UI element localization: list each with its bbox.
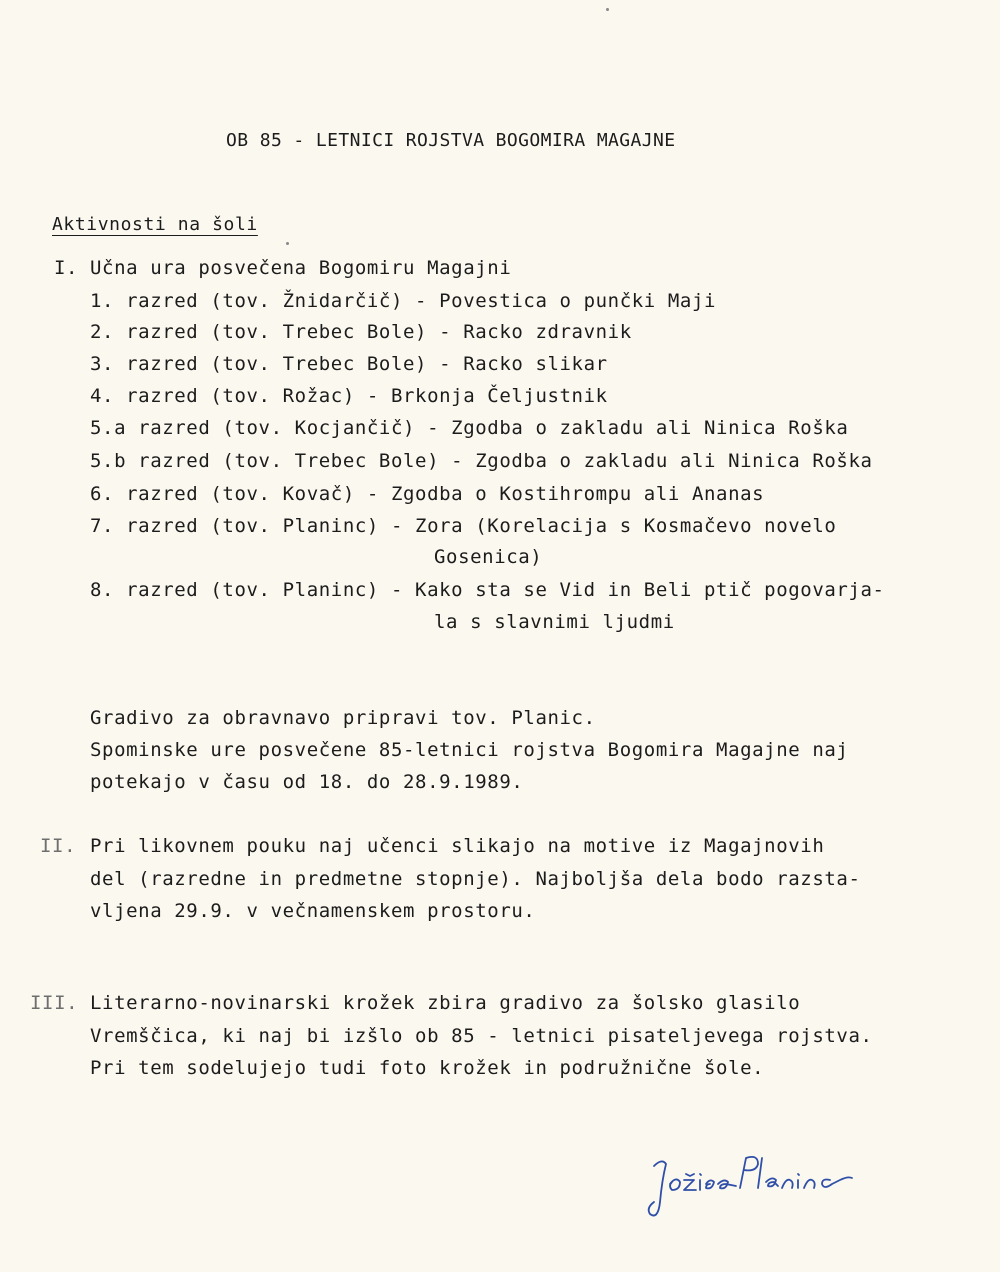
class-line: 5.a razred (tov. Kocjančič) - Zgodba o zakladu ali Ninica Roška [90, 417, 849, 439]
class-line: 4. razred (tov. Rožac) - Brkonja Čeljustnik [90, 385, 608, 407]
note-line: potekajo v času od 18. do 28.9.1989. [90, 771, 524, 793]
class-line: 5.b razred (tov. Trebec Bole) - Zgodba o zakladu ali Ninica Roška [90, 450, 873, 472]
class-line: 7. razred (tov. Planinc) - Zora (Korelacija s Kosmačevo novelo [90, 515, 837, 537]
class-line: 8. razred (tov. Planinc) - Kako sta se Vid in Beli ptič pogovarja- [90, 579, 885, 601]
section-2-line: del (razredne in predmetne stopnje). Najboljša dela bodo razsta- [90, 868, 861, 890]
handwritten-signature [640, 1150, 890, 1230]
class-line: 1. razred (tov. Žnidarčič) - Povestica o punčki Maji [90, 290, 717, 312]
section-1-intro: Učna ura posvečena Bogomiru Magajni [90, 257, 512, 279]
section-2-numeral: II. [40, 835, 77, 857]
class-line-continuation: Gosenica) [434, 546, 543, 568]
paper-speck [286, 242, 289, 245]
section-3-line: Pri tem sodelujejo tudi foto krožek in podružnične šole. [90, 1057, 765, 1079]
class-line: 3. razred (tov. Trebec Bole) - Racko slikar [90, 353, 608, 375]
note-line: Gradivo za obravnavo pripravi tov. Planic. [90, 707, 596, 729]
paper-speck [606, 8, 609, 11]
section-2-line: Pri likovnem pouku naj učenci slikajo na motive iz Magajnovih [90, 835, 825, 857]
class-line-continuation: la s slavnimi ljudmi [434, 611, 675, 633]
section-1-numeral: I. [54, 257, 79, 279]
section-3-line: Vremščica, ki naj bi izšlo ob 85 - letnici pisateljevega rojstva. [90, 1025, 873, 1047]
section-heading: Aktivnosti na šoli [52, 214, 258, 235]
class-line: 2. razred (tov. Trebec Bole) - Racko zdravnik [90, 321, 632, 343]
document-title: OB 85 - LETNICI ROJSTVA BOGOMIRA MAGAJNE [226, 130, 676, 151]
section-3-numeral: III. [30, 992, 79, 1014]
section-3-line: Literarno-novinarski krožek zbira gradivo za šolsko glasilo [90, 992, 801, 1014]
note-line: Spominske ure posvečene 85-letnici rojstva Bogomira Magajne naj [90, 739, 849, 761]
class-line: 6. razred (tov. Kovač) - Zgodba o Kostihrompu ali Ananas [90, 483, 765, 505]
section-2-line: vljena 29.9. v večnamenskem prostoru. [90, 900, 536, 922]
